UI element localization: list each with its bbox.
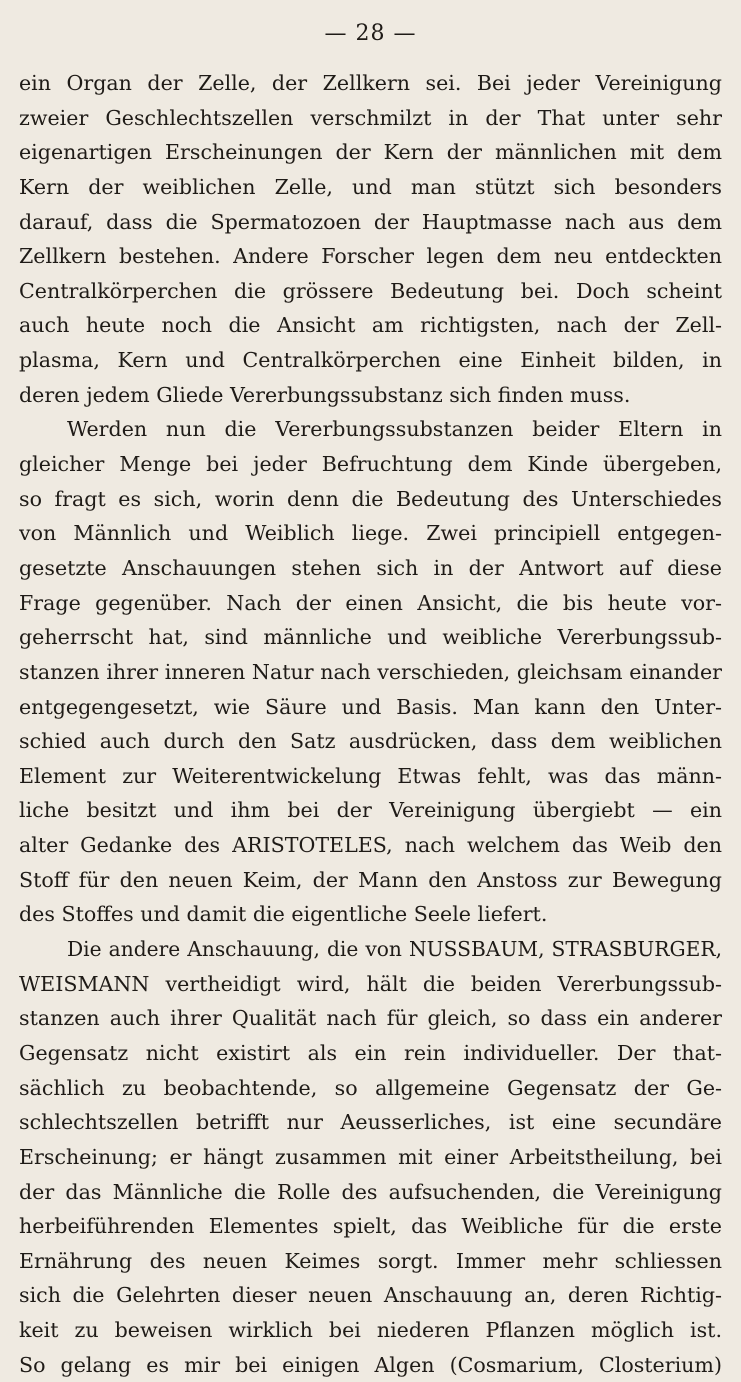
text-line: stanzen ihrer inneren Natur nach verschieden, gleichsam einander bbox=[19, 659, 722, 684]
text-line: entgegengesetzt, wie Säure und Basis. Man kann den Unter- bbox=[19, 694, 722, 719]
text-line: geherrscht hat, sind männliche und weibliche Vererbungssub- bbox=[19, 625, 722, 650]
page-number: — 28 — bbox=[324, 21, 417, 46]
text-line: herbeiführenden Elementes spielt, das Weibliche für die erste bbox=[19, 1214, 722, 1239]
text-line: Frage gegenüber. Nach der einen Ansicht, die bis heute vor- bbox=[19, 590, 722, 615]
text-line: Stoff für den neuen Keim, der Mann den Anstoss zur Bewegung bbox=[19, 867, 722, 892]
text-line: Erscheinung; er hängt zusammen mit einer Arbeitstheilung, bei bbox=[19, 1144, 722, 1169]
text-line: ein Organ der Zelle, der Zellkern sei. Bei jeder Vereinigung bbox=[19, 71, 722, 95]
text-line: zweier Geschlechtszellen verschmilzt in der That unter sehr bbox=[19, 105, 722, 130]
text-line: so fragt es sich, worin denn die Bedeutung des Unterschiedes bbox=[19, 486, 722, 511]
text-line: des Stoffes und damit die eigentliche Seele liefert. bbox=[19, 902, 548, 927]
text-line: auch heute noch die Ansicht am richtigsten, nach der Zell- bbox=[19, 313, 722, 338]
text-line: Centralkörperchen die grössere Bedeutung bei. Doch scheint bbox=[19, 278, 722, 303]
text-line: liche besitzt und ihm bei der Vereinigung übergiebt — ein bbox=[19, 798, 722, 823]
text-line: darauf, dass die Spermatozoen der Hauptmasse nach aus dem bbox=[19, 209, 722, 234]
text-line: keit zu beweisen wirklich bei niederen Pflanzen möglich ist. bbox=[19, 1318, 722, 1343]
text-line: Zellkern bestehen. Andere Forscher legen dem neu entdeckten bbox=[19, 244, 722, 269]
text-line: plasma, Kern und Centralkörperchen eine Einheit bilden, in bbox=[19, 348, 722, 373]
text-line: gleicher Menge bei jeder Befruchtung dem Kinde übergeben, bbox=[19, 452, 722, 477]
text-line: schied auch durch den Satz ausdrücken, dass dem weiblichen bbox=[19, 729, 722, 754]
text-line: WEISMANN vertheidigt wird, hält die beiden Vererbungssub- bbox=[19, 971, 722, 996]
text-line: Die andere Anschauung, die von NUSSBAUM, STRASBURGER, bbox=[67, 937, 722, 962]
text-line: Gegensatz nicht existirt als ein rein individueller. Der that- bbox=[19, 1040, 722, 1065]
text-line: So gelang es mir bei einigen Algen (Cosmarium, Closterium) bbox=[19, 1352, 722, 1377]
text-line: von Männlich und Weiblich liege. Zwei principiell entgegen- bbox=[19, 521, 722, 546]
text-line: Ernährung des neuen Keimes sorgt. Immer mehr schliessen bbox=[19, 1248, 722, 1273]
text-line: stanzen auch ihrer Qualität nach für gleich, so dass ein anderer bbox=[19, 1006, 722, 1031]
text-line: Element zur Weiterentwickelung Etwas fehlt, was das männ- bbox=[19, 763, 722, 788]
text-line: alter Gedanke des ARISTOTELES, nach welchem das Weib den bbox=[19, 833, 722, 858]
text-line: gesetzte Anschauungen stehen sich in der Antwort auf diese bbox=[19, 555, 722, 580]
text-line: sich die Gelehrten dieser neuen Anschauung an, deren Richtig- bbox=[19, 1283, 722, 1308]
text-line: eigenartigen Erscheinungen der Kern der männlichen mit dem bbox=[19, 140, 722, 165]
text-line: schlechtszellen betrifft nur Aeusserliches, ist eine secundäre bbox=[19, 1110, 722, 1135]
text-line: der das Männliche die Rolle des aufsuchenden, die Vereinigung bbox=[19, 1179, 722, 1204]
body-text bbox=[19, 66, 722, 1382]
text-line: Werden nun die Vererbungssubstanzen beider Eltern in bbox=[67, 417, 722, 442]
text-line: deren jedem Gliede Vererbungssubstanz sich finden muss. bbox=[19, 382, 631, 407]
text-line: Kern der weiblichen Zelle, und man stützt sich besonders bbox=[19, 174, 722, 199]
text-line: sächlich zu beobachtende, so allgemeine Gegensatz der Ge- bbox=[19, 1075, 722, 1100]
